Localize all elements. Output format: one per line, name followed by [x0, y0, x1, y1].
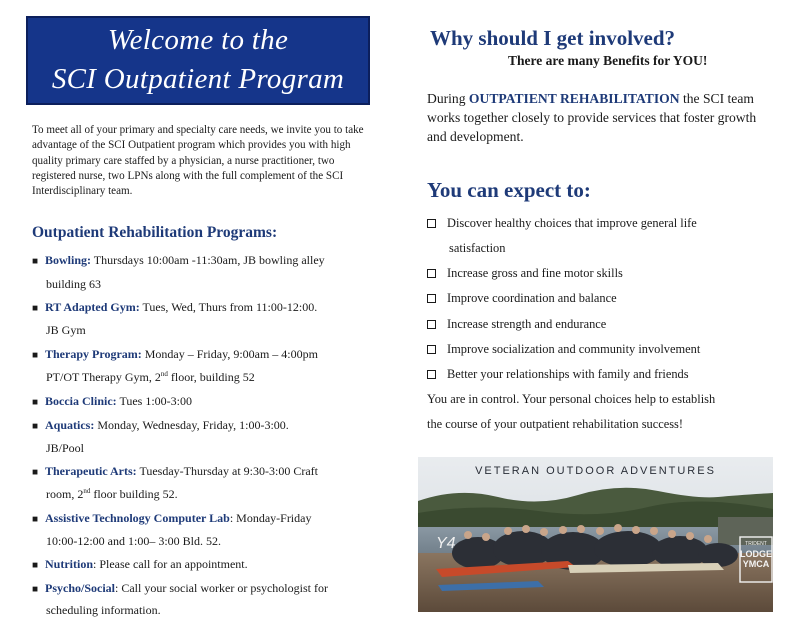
bullet-icon: ■ [32, 303, 39, 314]
program-item-rt-gym-cont: JB Gym [46, 323, 86, 337]
checkbox-icon [427, 320, 436, 329]
bullet-icon: ■ [32, 350, 39, 361]
program-item-bowling-cont: building 63 [46, 277, 102, 291]
expect-item: Increase gross and fine motor skills [427, 266, 623, 281]
title-line-1: Welcome to the [107, 24, 289, 56]
program-item-therapy: ■ Therapy Program: Monday – Friday, 9:00am – 4:00pm [32, 347, 318, 361]
program-item-arts: ■ Therapeutic Arts: Tuesday-Thursday at 9:30-3:00 Craft [32, 464, 318, 478]
expect-item: Increase strength and endurance [427, 317, 606, 332]
program-item-aquatics: ■ Aquatics: Monday, Wednesday, Friday, 1:00-3:00. [32, 418, 289, 432]
program-item-computer-lab: ■ Assistive Technology Computer Lab: Monday-Friday [32, 511, 312, 525]
bullet-icon: ■ [32, 397, 39, 408]
program-item-arts-cont: room, 2nd floor building 52. [46, 487, 178, 501]
program-item-psycho-social: ■ Psycho/Social: Call your social worker or psychologist for [32, 581, 328, 595]
title-banner [26, 16, 370, 105]
bullet-icon: ■ [32, 514, 39, 525]
expect-heading: You can expect to: [427, 178, 591, 202]
group-photo-image [418, 457, 773, 612]
program-item-bowling: ■ Bowling: Thursdays 10:00am -11:30am, JB bowling alley [32, 253, 325, 267]
checkbox-icon [427, 219, 436, 228]
program-item-computer-lab-cont: 10:00-12:00 and 1:00– 3:00 Bld. 52. [46, 534, 221, 548]
intro-paragraph: To meet all of your primary and specialty care needs, we invite you to take advantage of the SCI Outpatient program which provides you with high quality primary care staffed by a physician, a nurse practitioner, two registered nurse, two LPNs along with the full complement of the SCI Interdisciplinary team. [32, 124, 364, 198]
bullet-icon: ■ [32, 584, 39, 595]
program-item-psycho-social-cont: scheduling information. [46, 603, 161, 617]
bullet-icon: ■ [32, 467, 39, 478]
control-line-1: You are in control. Your personal choices help to establish [427, 392, 716, 406]
rehab-highlight: OUTPATIENT REHABILITATION [468, 91, 680, 106]
checkbox-icon [427, 345, 436, 354]
bullet-icon: ■ [32, 256, 39, 267]
expect-item-cont: satisfaction [449, 241, 506, 255]
program-item-therapy-cont: PT/OT Therapy Gym, 2nd floor, building 52 [46, 370, 255, 384]
bullet-icon: ■ [32, 421, 39, 432]
expect-item: Better your relationships with family and friends [427, 367, 689, 382]
program-item-nutrition: ■ Nutrition: Please call for an appointment. [32, 557, 248, 571]
program-item-rt-gym: ■ RT Adapted Gym: Tues, Wed, Thurs from 11:00-12:00. [32, 300, 318, 314]
checkbox-icon [427, 370, 436, 379]
photo-logo: Y4 [436, 535, 456, 552]
checkbox-icon [427, 294, 436, 303]
rehab-paragraph: During OUTPATIENT REHABILITATION the SCI team works together closely to provide services that foster growth and development. [427, 91, 757, 144]
checkbox-icon [427, 269, 436, 278]
program-item-boccia: ■ Boccia Clinic: Tues 1:00-3:00 [32, 394, 193, 408]
why-heading: Why should I get involved? [430, 26, 676, 50]
benefits-subheading: There are many Benefits for YOU! [508, 53, 708, 68]
control-line-2: the course of your outpatient rehabilitation success! [427, 417, 683, 431]
group-photo [418, 457, 773, 612]
expect-item: Improve socialization and community involvement [427, 342, 700, 357]
program-item-aquatics-cont: JB/Pool [46, 441, 85, 455]
photo-banner: VETERAN OUTDOOR ADVENTURES [475, 465, 716, 477]
expect-item: Discover healthy choices that improve general life [427, 216, 697, 231]
programs-heading: Outpatient Rehabilitation Programs: [32, 224, 278, 241]
ymca-badge: TRIDENT LODGE YMCA [740, 541, 773, 569]
title-line-2: SCI Outpatient Program [51, 63, 345, 95]
expect-item: Improve coordination and balance [427, 291, 617, 306]
bullet-icon: ■ [32, 560, 39, 571]
